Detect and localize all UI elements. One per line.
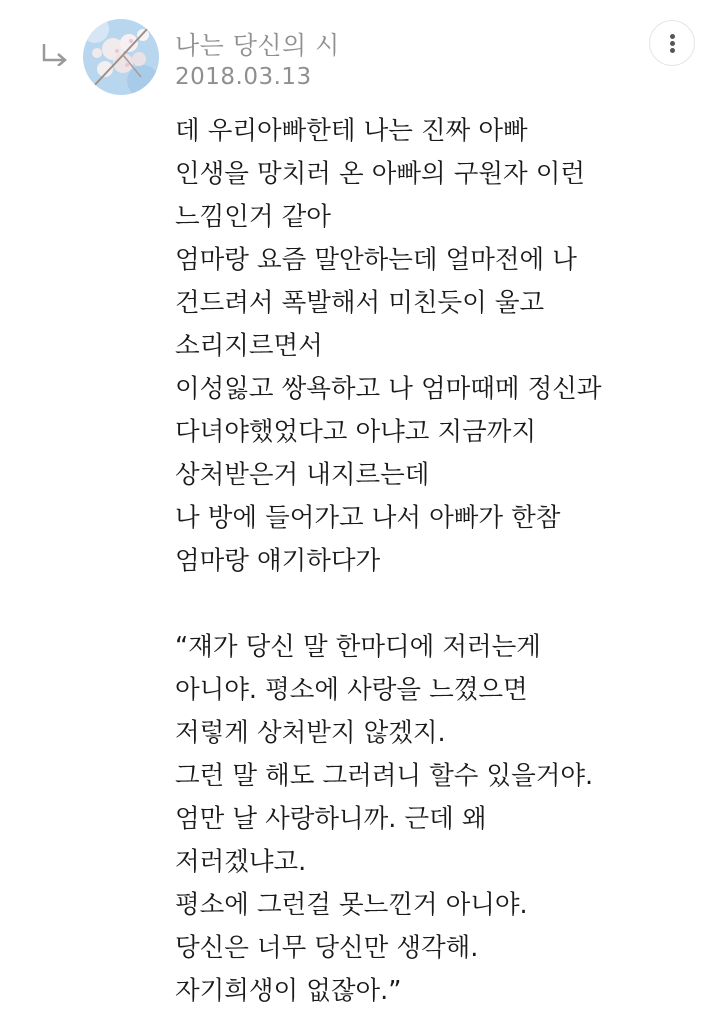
comment-line: 평소에 그런걸 못느낀거 아니야. [175, 890, 528, 920]
comment-line: 데 우리아빠한테 나는 진짜 아빠 [175, 116, 528, 146]
comment-line: 이성잃고 쌍욕하고 나 엄마때메 정신과 [175, 374, 602, 404]
comment-line: 소리지르면서 [175, 331, 323, 361]
comment-line-blank [175, 583, 710, 626]
reply-arrow-icon [40, 42, 70, 66]
comment-author[interactable]: 나는 당신의 시 [175, 31, 340, 60]
comment-line: 엄마랑 요즘 말안하는데 얼마전에 나 [175, 245, 577, 275]
comment-line: 인생을 망치러 온 아빠의 구원자 이런 [175, 159, 586, 189]
comment-line: 저렇게 상처받지 않겠지. [175, 718, 446, 748]
more-vertical-icon [670, 34, 675, 39]
comment-line: 엄만 날 사랑하니까. 근데 왜 [175, 804, 487, 834]
comment-line: 건드려서 폭발해서 미친듯이 울고 [175, 288, 545, 318]
comment-line: 나 방에 들어가고 나서 아빠가 한참 [175, 503, 561, 533]
comment-body [175, 110, 710, 1013]
more-vertical-icon-dot [670, 48, 675, 53]
avatar[interactable] [83, 19, 159, 95]
comment-line: 느낌인거 같아 [175, 202, 331, 232]
comment-date: 2018.03.13 [175, 64, 312, 90]
comment-line: “쟤가 당신 말 한마디에 저러는게 [175, 632, 541, 662]
comment-line: 다녀야했었다고 아냐고 지금까지 [175, 417, 537, 447]
comment-line: 그런 말 해도 그러려니 할수 있을거야. [175, 761, 594, 791]
comment-line: 아니야. 평소에 사랑을 느꼈으면 [175, 675, 528, 705]
comment-line: 자기희생이 없잖아.” [175, 976, 402, 1006]
comment-line: 저러겠냐고. [175, 847, 307, 877]
comment-line: 엄마랑 얘기하다가 [175, 546, 381, 576]
more-vertical-icon-dot [670, 41, 675, 46]
comment-line: 당신은 너무 당신만 생각해. [175, 933, 479, 963]
more-options-button[interactable] [649, 20, 695, 66]
comment-line: 상처받은거 내지르는데 [175, 460, 430, 490]
